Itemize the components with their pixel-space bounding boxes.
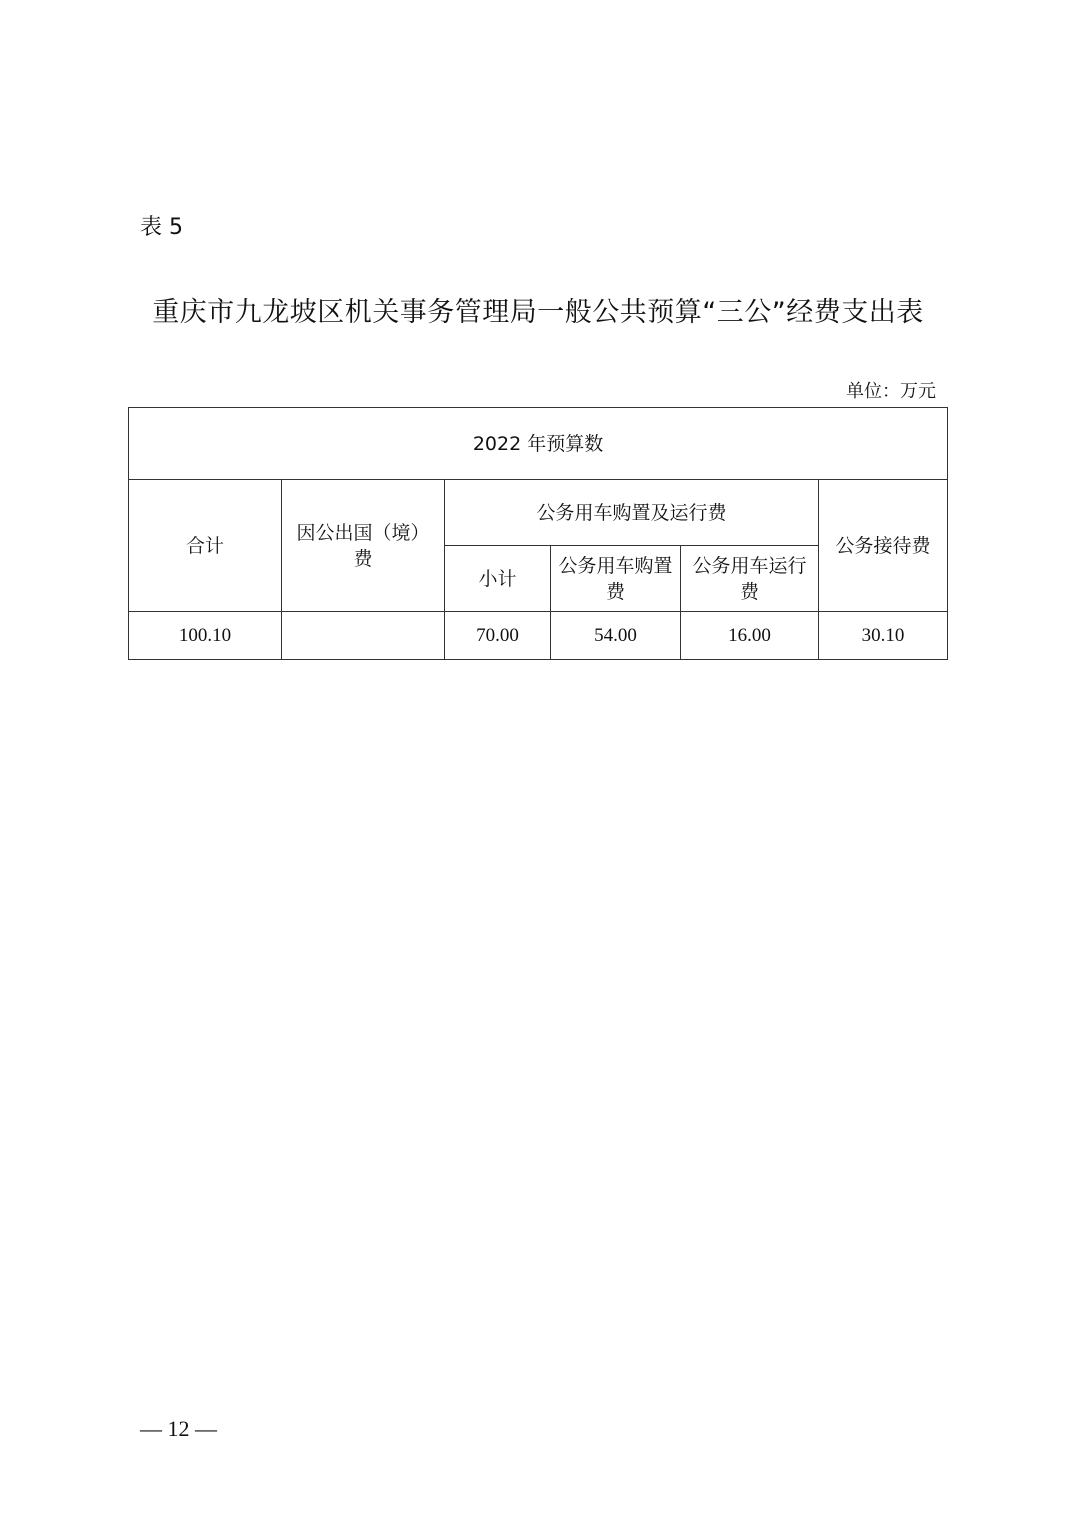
reception-header-cell: 公务接待费 [819, 480, 948, 612]
unit-label: 单位：万元 [846, 381, 936, 402]
page-number: — 12 — [140, 1416, 217, 1441]
abroad-value-cell [282, 612, 445, 660]
table-header-row [129, 408, 948, 480]
reception-value-cell: 30.10 [819, 612, 948, 660]
year-header-cell: 2022 年预算数 [129, 408, 948, 480]
total-value-cell: 100.10 [129, 612, 282, 660]
document-title: 重庆市九龙坡区机关事务管理局一般公共预算“三公”经费支出表 [152, 297, 924, 328]
table-header-row [129, 480, 948, 546]
budget-table [128, 407, 948, 660]
total-header-cell: 合计 [129, 480, 282, 612]
vehicle-operation-header-cell: 公务用车运行费 [681, 546, 819, 612]
vehicle-subtotal-value-cell: 70.00 [445, 612, 551, 660]
vehicle-operation-value-cell: 16.00 [681, 612, 819, 660]
abroad-header-cell: 因公出国（境）费 [282, 480, 445, 612]
vehicle-purchase-value-cell: 54.00 [551, 612, 681, 660]
vehicle-group-header-cell: 公务用车购置及运行费 [445, 480, 819, 546]
vehicle-purchase-header-cell: 公务用车购置费 [551, 546, 681, 612]
table-row [129, 612, 948, 660]
vehicle-subtotal-header-cell: 小计 [445, 546, 551, 612]
table-label: 表 5 [140, 215, 183, 240]
